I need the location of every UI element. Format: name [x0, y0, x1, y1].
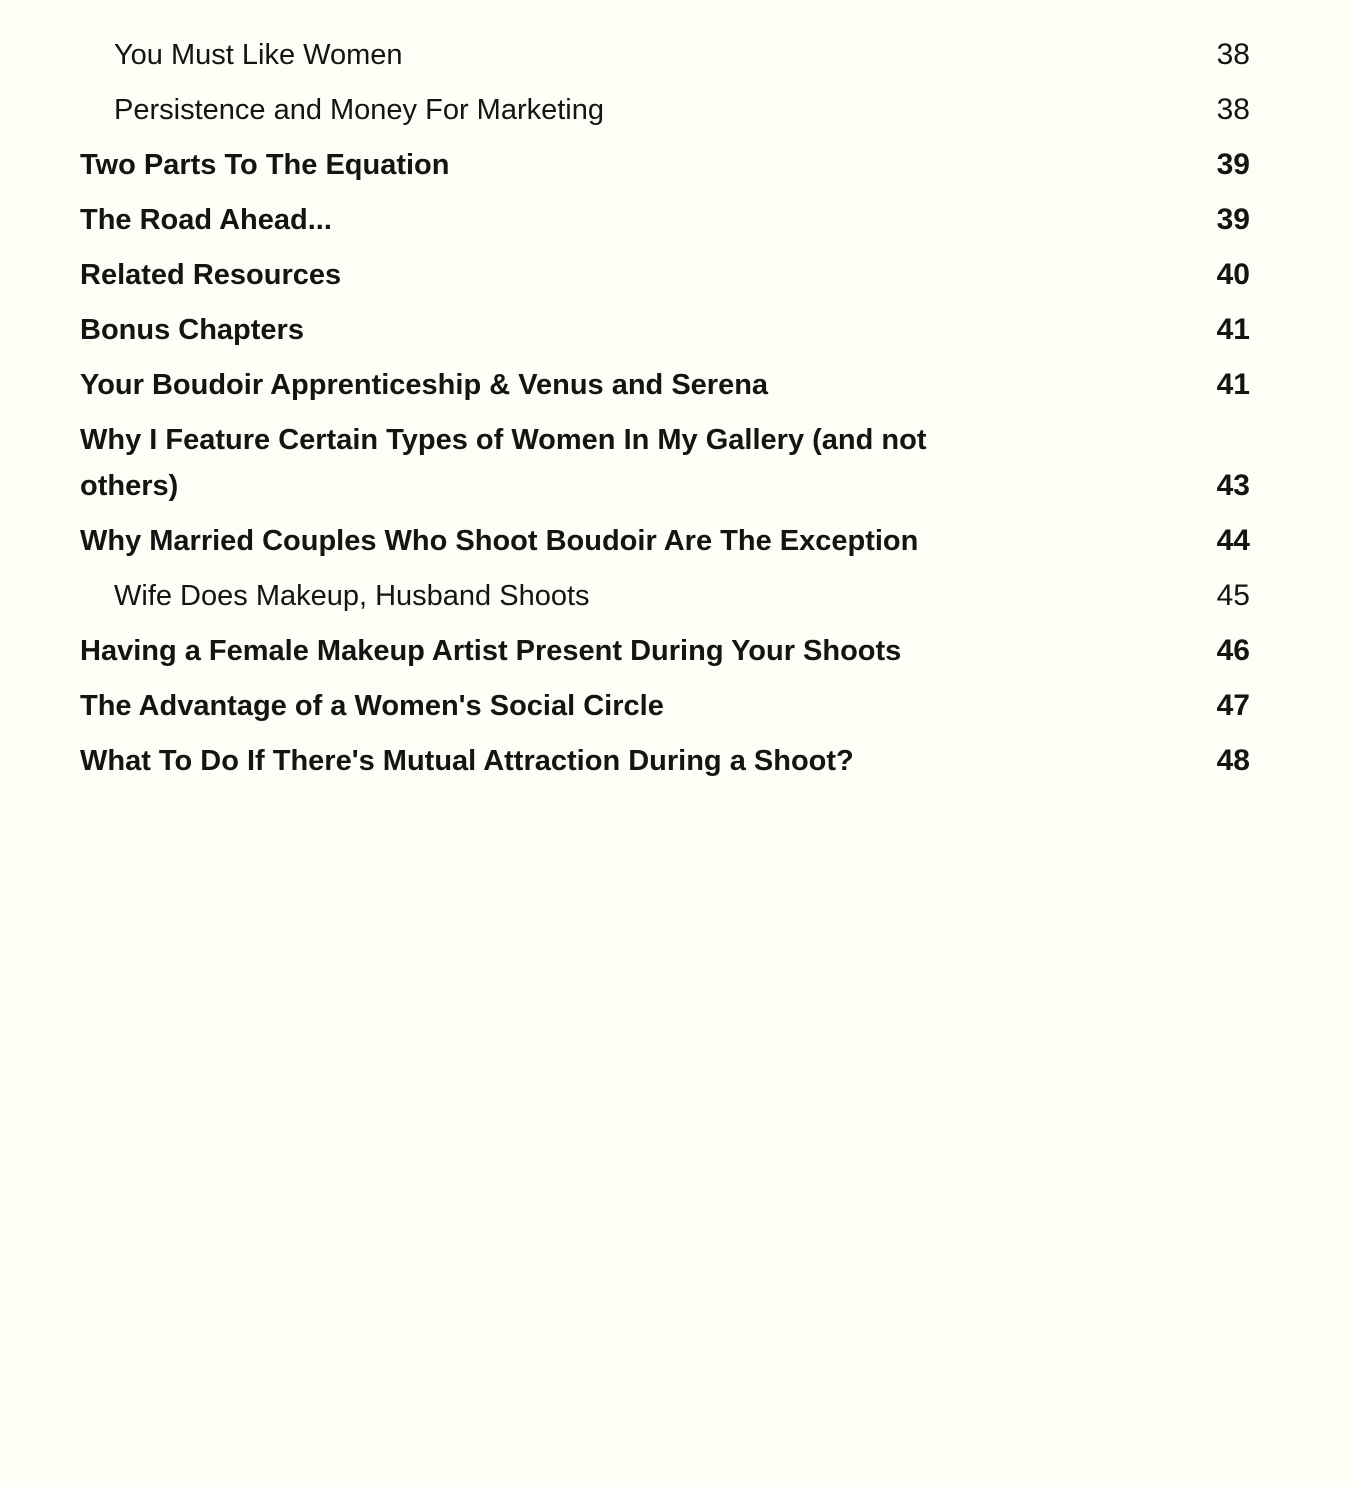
toc-entry[interactable] [80, 358, 1250, 413]
toc-entry-title [80, 738, 854, 784]
toc-entry[interactable] [80, 569, 1250, 624]
toc-entry-title [80, 252, 341, 298]
toc-title-line: Persistence and Money For Marketing [114, 94, 604, 126]
toc-entry[interactable] [80, 624, 1250, 679]
toc-title-line: Related Resources [80, 259, 342, 291]
toc-page-number: 41 [1216, 313, 1250, 346]
toc-entry[interactable] [80, 28, 1250, 83]
toc-entry-title [80, 417, 927, 509]
toc-title-line: Two Parts To The Equation [80, 149, 450, 181]
toc-title-line: Your Boudoir Apprenticeship & Venus and Serena [80, 369, 769, 401]
toc-page-number: 43 [1216, 469, 1250, 502]
toc-title-line: Why Married Couples Who Shoot Boudoir Are The Exception [80, 525, 919, 557]
toc-entry[interactable] [80, 734, 1250, 789]
toc-page-number: 41 [1216, 368, 1250, 401]
toc-page-number: 47 [1216, 689, 1250, 722]
toc-page-number: 38 [1216, 93, 1250, 126]
toc-title-line: What To Do If There's Mutual Attraction During a Shoot? [80, 745, 854, 777]
toc-entry[interactable] [80, 303, 1250, 358]
toc-entry-title [80, 683, 664, 729]
toc-page-number: 39 [1216, 203, 1250, 236]
toc-entry[interactable] [80, 193, 1250, 248]
toc-entry-title [80, 518, 918, 564]
toc-entry-title [80, 197, 332, 243]
toc-page-number: 45 [1216, 579, 1250, 612]
toc-entry-title [80, 573, 590, 619]
toc-entry-title [80, 362, 768, 408]
toc-page-number: 40 [1216, 258, 1250, 291]
toc-page-number: 46 [1216, 634, 1250, 667]
toc-page-number: 44 [1216, 524, 1250, 557]
toc-page-number: 39 [1216, 148, 1250, 181]
toc-entry[interactable] [80, 679, 1250, 734]
toc-title-line: Having a Female Makeup Artist Present During Your Shoots [80, 635, 902, 667]
toc-title-line: Bonus Chapters [80, 314, 304, 346]
toc-page-number: 38 [1216, 38, 1250, 71]
toc-title-line: Wife Does Makeup, Husband Shoots [114, 580, 590, 612]
toc-entry-title [80, 307, 304, 353]
toc-entry[interactable] [80, 514, 1250, 569]
toc-entry-title [80, 142, 449, 188]
toc-entry-title [80, 32, 403, 78]
toc-page-number: 48 [1216, 744, 1250, 777]
toc-title-line: others) [80, 470, 179, 502]
toc-title-line: You Must Like Women [114, 39, 403, 71]
table-of-contents [80, 28, 1250, 789]
toc-title-line: The Advantage of a Women's Social Circle [80, 690, 664, 722]
toc-entry-title [80, 628, 901, 674]
toc-entry-title [80, 87, 604, 133]
toc-entry[interactable] [80, 83, 1250, 138]
toc-entry[interactable] [80, 138, 1250, 193]
toc-entry[interactable] [80, 413, 1250, 514]
toc-entry[interactable] [80, 248, 1250, 303]
toc-title-line: Why I Feature Certain Types of Women In My Gallery (and not [80, 424, 927, 456]
toc-title-line: The Road Ahead... [80, 204, 332, 236]
